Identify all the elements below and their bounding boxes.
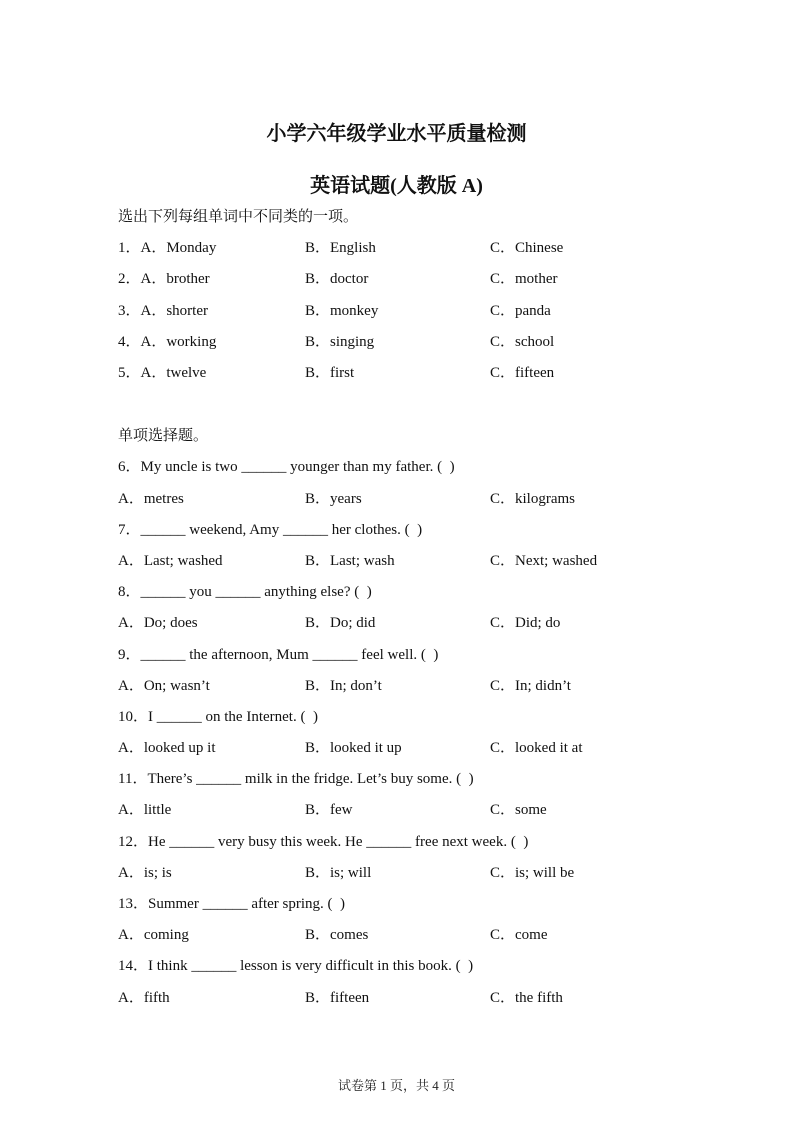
option-a: A．is; is — [118, 864, 172, 881]
option-a: 3．A．shorter — [118, 302, 208, 319]
section1-instruction: 选出下列每组单词中不同类的一项。 — [118, 209, 359, 226]
option-a: A．On; wasn’t — [118, 677, 210, 694]
section-multiple-choice — [118, 419, 693, 1012]
paper-content — [118, 200, 693, 1012]
option-a: A．Last; washed — [118, 552, 223, 569]
option-a: A．looked up it — [118, 740, 216, 757]
question-stem: 12．He ______ very busy this week. He ______ free next week. ( ) — [118, 833, 529, 850]
question-row — [118, 294, 693, 325]
option-c: C．kilograms — [490, 490, 575, 507]
option-a: 2．A．brother — [118, 271, 210, 288]
option-b: B．first — [305, 365, 355, 382]
question-stem: 10．I ______ on the Internet. ( ) — [118, 708, 318, 725]
option-b: B．fifteen — [305, 989, 370, 1006]
question-stem: 9．______ the afternoon, Mum ______ feel well. ( ) — [118, 646, 439, 663]
option-a: 1．A．Monday — [118, 240, 217, 257]
option-a: 4．A．working — [118, 333, 217, 350]
option-b: B．Do; did — [305, 615, 376, 632]
option-a: 5．A．twelve — [118, 365, 207, 382]
option-b: B．In; don’t — [305, 677, 382, 694]
option-b: B．English — [305, 240, 376, 257]
option-b: B．Last; wash — [305, 552, 395, 569]
question-stem: 8．______ you ______ anything else? ( ) — [118, 584, 372, 601]
question-options-row — [118, 981, 693, 1012]
option-c: C．Did; do — [490, 615, 561, 632]
question-stem: 13．Summer ______ after spring. ( ) — [118, 896, 346, 913]
option-c: C．In; didn’t — [490, 677, 571, 694]
option-c: C．Chinese — [490, 240, 564, 257]
question-options-row — [118, 793, 693, 824]
option-b: B．comes — [305, 927, 369, 944]
option-a: A．little — [118, 802, 172, 819]
option-c: C．Next; washed — [490, 552, 598, 569]
option-a: A．coming — [118, 927, 189, 944]
question-row — [118, 262, 693, 293]
section-odd-one-out — [118, 200, 693, 387]
question-options-row — [118, 731, 693, 762]
option-b: B．singing — [305, 333, 375, 350]
option-c: C．mother — [490, 271, 558, 288]
page-title: 小学六年级学业水平质量检测 — [266, 123, 527, 145]
section2-instruction: 单项选择题。 — [118, 428, 209, 445]
question-row — [118, 325, 693, 356]
question-options-row — [118, 856, 693, 887]
question-options-row — [118, 918, 693, 949]
question-row — [118, 231, 693, 262]
question-options-row — [118, 669, 693, 700]
option-c: C．looked it at — [490, 740, 583, 757]
question-stem: 11．There’s ______ milk in the fridge. Let’s buy some. ( ) — [118, 771, 474, 788]
option-b: B．years — [305, 490, 362, 507]
question-stem: 14．I think ______ lesson is very difficult in this book. ( ) — [118, 958, 474, 975]
option-a: A．metres — [118, 490, 184, 507]
question-options-row — [118, 606, 693, 637]
option-c: C．is; will be — [490, 864, 575, 881]
option-c: C．come — [490, 927, 548, 944]
option-a: A．fifth — [118, 989, 170, 1006]
option-b: B．looked it up — [305, 740, 402, 757]
page-number-footer: 试卷第 1 页，共 4 页 — [337, 1078, 455, 1093]
option-b: B．is; will — [305, 864, 372, 881]
option-b: B．doctor — [305, 271, 369, 288]
option-a: A．Do; does — [118, 615, 198, 632]
option-c: C．the fifth — [490, 989, 563, 1006]
question-options-row — [118, 482, 693, 513]
option-b: B．monkey — [305, 302, 379, 319]
question-stem: 7．______ weekend, Amy ______ her clothes. ( ) — [118, 521, 423, 538]
option-c: C．school — [490, 333, 555, 350]
option-c: C．fifteen — [490, 365, 555, 382]
question-stem: 6．My uncle is two ______ younger than my father. ( ) — [118, 459, 455, 476]
page-subtitle: 英语试题(人教版 A) — [310, 175, 483, 197]
question-row — [118, 356, 693, 387]
option-c: C．panda — [490, 302, 551, 319]
option-b: B．few — [305, 802, 353, 819]
option-c: C．some — [490, 802, 547, 819]
question-options-row — [118, 544, 693, 575]
